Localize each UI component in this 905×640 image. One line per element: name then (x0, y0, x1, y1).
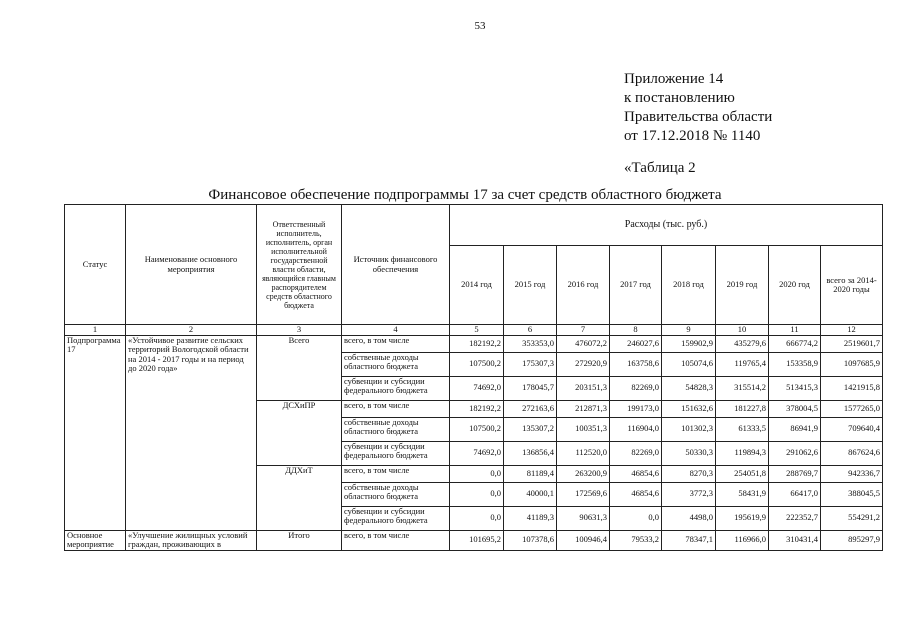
expense-value-cell: 153358,9 (769, 352, 821, 376)
header-source: Источник финансового обеспечения (342, 205, 450, 325)
expense-value-cell: 942336,7 (821, 465, 883, 482)
expense-value-cell: 554291,2 (821, 506, 883, 530)
expense-value-cell: 54828,3 (662, 376, 716, 400)
expense-value-cell: 246027,6 (610, 335, 662, 352)
expense-value-cell: 3772,3 (662, 482, 716, 506)
expense-value-cell: 310431,4 (769, 530, 821, 550)
expense-value-cell: 435279,6 (716, 335, 769, 352)
expense-value-cell: 2519601,7 (821, 335, 883, 352)
expense-value-cell: 163758,6 (610, 352, 662, 376)
funding-source-cell: всего, в том числе (342, 465, 450, 482)
appendix-line: Приложение 14 (624, 71, 724, 87)
expense-value-cell: 222352,7 (769, 506, 821, 530)
expense-value-cell: 90631,3 (557, 506, 610, 530)
header-year: 2014 год (450, 246, 504, 325)
column-number: 12 (821, 325, 883, 336)
column-number: 3 (257, 325, 342, 336)
expense-value-cell: 4498,0 (662, 506, 716, 530)
expense-value-cell: 476072,2 (557, 335, 610, 352)
executor-cell: ДСХиПР (257, 400, 342, 465)
executor-cell: Итого (257, 530, 342, 550)
expense-value-cell: 41189,3 (504, 506, 557, 530)
event-name-cell: «Улучшение жилищных условий граждан, проживающих в (126, 530, 257, 550)
expense-value-cell: 74692,0 (450, 376, 504, 400)
expense-value-cell: 50330,3 (662, 441, 716, 465)
expense-value-cell: 1097685,9 (821, 352, 883, 376)
expense-value-cell: 46854,6 (610, 465, 662, 482)
expense-value-cell: 895297,9 (821, 530, 883, 550)
expense-value-cell: 116966,0 (716, 530, 769, 550)
expense-value-cell: 40000,1 (504, 482, 557, 506)
funding-source-cell: субвенции и субсидии федерального бюджета (342, 441, 450, 465)
column-number: 5 (450, 325, 504, 336)
expense-value-cell: 272163,6 (504, 400, 557, 417)
document-title: Финансовое обеспечение подпрограммы 17 за счет средств областного бюджета (208, 187, 722, 203)
expense-value-cell: 666774,2 (769, 335, 821, 352)
header-year: 2015 год (504, 246, 557, 325)
expense-value-cell: 175307,3 (504, 352, 557, 376)
executor-cell: ДДХиТ (257, 465, 342, 530)
funding-source-cell: собственные доходы областного бюджета (342, 482, 450, 506)
expense-value-cell: 101302,3 (662, 417, 716, 441)
expense-value-cell: 1421915,8 (821, 376, 883, 400)
expense-value-cell: 112520,0 (557, 441, 610, 465)
funding-source-cell: субвенции и субсидии федерального бюджета (342, 376, 450, 400)
expense-value-cell: 116904,0 (610, 417, 662, 441)
funding-source-cell: собственные доходы областного бюджета (342, 417, 450, 441)
expense-value-cell: 58431,9 (716, 482, 769, 506)
expense-value-cell: 203151,3 (557, 376, 610, 400)
expense-value-cell: 78347,1 (662, 530, 716, 550)
expense-value-cell: 867624,6 (821, 441, 883, 465)
expense-value-cell: 151632,6 (662, 400, 716, 417)
header-year: 2020 год (769, 246, 821, 325)
column-number: 8 (610, 325, 662, 336)
funding-source-cell: субвенции и субсидии федерального бюджета (342, 506, 450, 530)
expense-value-cell: 1577265,0 (821, 400, 883, 417)
header-expenses: Расходы (тыс. руб.) (450, 205, 883, 246)
expense-value-cell: 81189,4 (504, 465, 557, 482)
appendix-line: к постановлению (624, 90, 735, 106)
column-number: 9 (662, 325, 716, 336)
appendix-line: Правительства области (624, 109, 773, 125)
expense-value-cell: 107378,6 (504, 530, 557, 550)
header-year: 2016 год (557, 246, 610, 325)
expense-value-cell: 212871,3 (557, 400, 610, 417)
header-year-total: всего за 2014-2020 годы (821, 246, 883, 325)
header-executor: Ответственный исполнитель, исполнитель, орган исполнительной государственной власти области, являющийся главным распорядителем средств областного бюджета (257, 205, 342, 325)
expense-value-cell: 159902,9 (662, 335, 716, 352)
event-name-cell: «Устойчивое развитие сельских территорий Вологодской области на 2014 - 2017 годы и на период до 2020 года» (126, 335, 257, 530)
expense-value-cell: 272920,9 (557, 352, 610, 376)
table-row (65, 335, 883, 352)
expense-value-cell: 182192,2 (450, 400, 504, 417)
expense-value-cell: 101695,2 (450, 530, 504, 550)
expense-value-cell: 107500,2 (450, 352, 504, 376)
expense-value-cell: 709640,4 (821, 417, 883, 441)
column-number: 4 (342, 325, 450, 336)
executor-cell: Всего (257, 335, 342, 400)
expense-value-cell: 353353,0 (504, 335, 557, 352)
expense-value-cell: 388045,5 (821, 482, 883, 506)
expense-value-cell: 172569,6 (557, 482, 610, 506)
column-number: 11 (769, 325, 821, 336)
expense-value-cell: 0,0 (450, 482, 504, 506)
expense-value-cell: 66417,0 (769, 482, 821, 506)
expense-value-cell: 0,0 (610, 506, 662, 530)
header-event: Наименование основного мероприятия (126, 205, 257, 325)
expense-value-cell: 79533,2 (610, 530, 662, 550)
expense-value-cell: 199173,0 (610, 400, 662, 417)
appendix-line: от 17.12.2018 № 1140 (624, 128, 761, 144)
expense-value-cell: 182192,2 (450, 335, 504, 352)
page-number: 53 (474, 20, 486, 32)
expense-value-cell: 288769,7 (769, 465, 821, 482)
expense-value-cell: 107500,2 (450, 417, 504, 441)
expense-value-cell: 8270,3 (662, 465, 716, 482)
column-number: 6 (504, 325, 557, 336)
expense-value-cell: 74692,0 (450, 441, 504, 465)
expense-value-cell: 0,0 (450, 465, 504, 482)
expense-value-cell: 135307,2 (504, 417, 557, 441)
header-year: 2017 год (610, 246, 662, 325)
expense-value-cell: 119894,3 (716, 441, 769, 465)
expense-value-cell: 378004,5 (769, 400, 821, 417)
column-number: 2 (126, 325, 257, 336)
expense-value-cell: 0,0 (450, 506, 504, 530)
table-mark: «Таблица 2 (624, 160, 696, 176)
finance-table (64, 204, 883, 551)
funding-source-cell: собственные доходы областного бюджета (342, 352, 450, 376)
column-number: 7 (557, 325, 610, 336)
expense-value-cell: 105074,6 (662, 352, 716, 376)
expense-value-cell: 100946,4 (557, 530, 610, 550)
column-number: 1 (65, 325, 126, 336)
header-year: 2018 год (662, 246, 716, 325)
expense-value-cell: 263200,9 (557, 465, 610, 482)
status-cell: Основное мероприятие (65, 530, 126, 550)
header-year: 2019 год (716, 246, 769, 325)
status-cell: Подпрограмма 17 (65, 335, 126, 530)
expense-value-cell: 178045,7 (504, 376, 557, 400)
expense-value-cell: 82269,0 (610, 441, 662, 465)
expense-value-cell: 136856,4 (504, 441, 557, 465)
expense-value-cell: 119765,4 (716, 352, 769, 376)
funding-source-cell: всего, в том числе (342, 335, 450, 352)
expense-value-cell: 61333,5 (716, 417, 769, 441)
expense-value-cell: 315514,2 (716, 376, 769, 400)
expense-value-cell: 86941,9 (769, 417, 821, 441)
funding-source-cell: всего, в том числе (342, 530, 450, 550)
header-status: Статус (65, 205, 126, 325)
expense-value-cell: 195619,9 (716, 506, 769, 530)
expense-value-cell: 181227,8 (716, 400, 769, 417)
expense-value-cell: 100351,3 (557, 417, 610, 441)
expense-value-cell: 254051,8 (716, 465, 769, 482)
column-number: 10 (716, 325, 769, 336)
expense-value-cell: 513415,3 (769, 376, 821, 400)
appendix-block (624, 70, 772, 146)
expense-value-cell: 82269,0 (610, 376, 662, 400)
table-row (65, 530, 883, 550)
funding-source-cell: всего, в том числе (342, 400, 450, 417)
expense-value-cell: 291062,6 (769, 441, 821, 465)
expense-value-cell: 46854,6 (610, 482, 662, 506)
